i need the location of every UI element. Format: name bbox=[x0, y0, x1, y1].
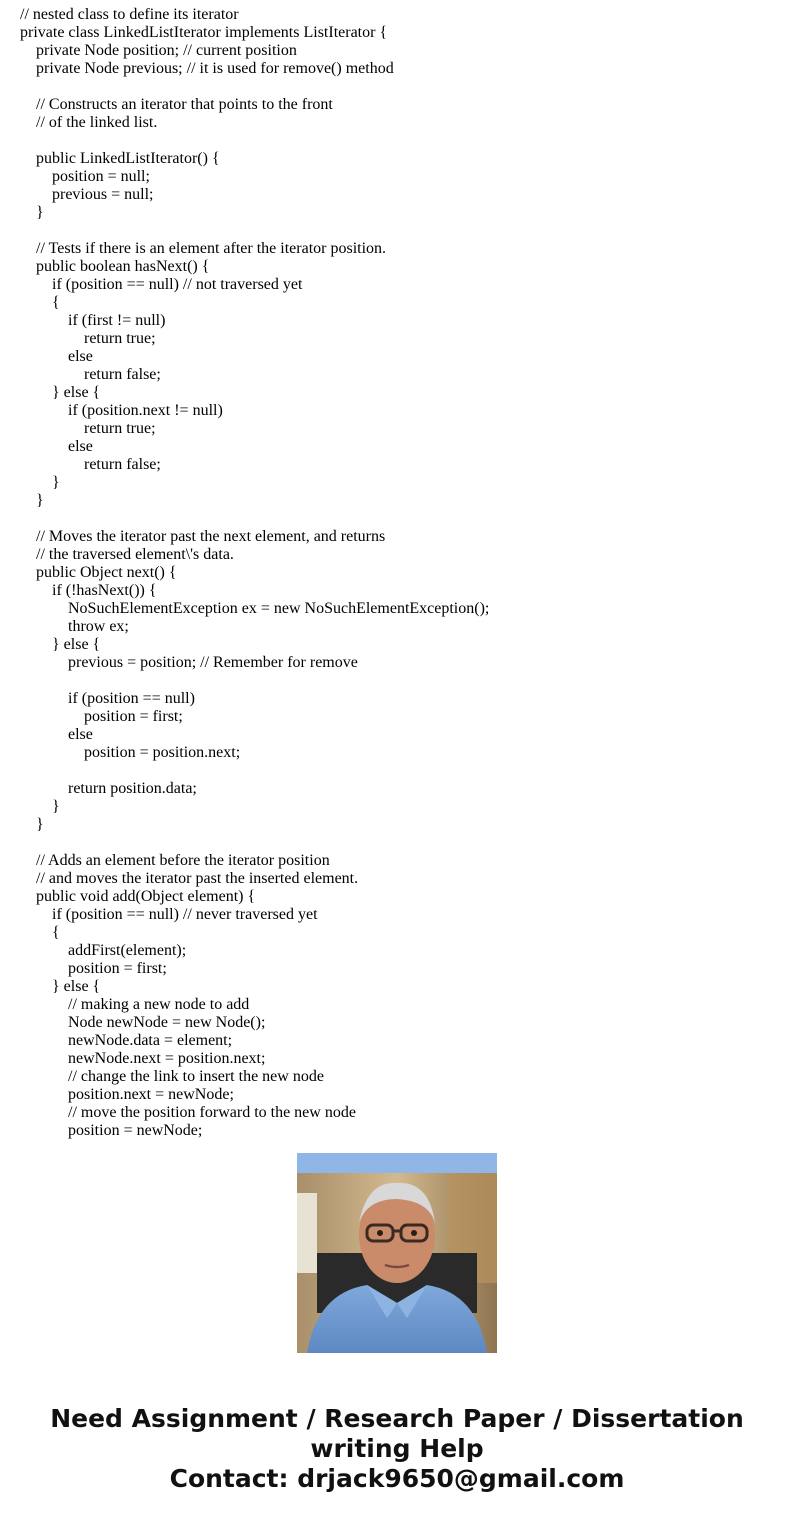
code-line: // nested class to define its iterator bbox=[20, 6, 239, 23]
code-line: else bbox=[20, 348, 93, 365]
code-line: if (!hasNext()) { bbox=[20, 582, 157, 599]
code-line: addFirst(element); bbox=[20, 942, 187, 959]
code-line: position = first; bbox=[20, 708, 183, 725]
code-line bbox=[20, 672, 780, 690]
code-line: position.next = newNode; bbox=[20, 1086, 234, 1103]
code-line: { bbox=[20, 294, 60, 311]
code-line: // the traversed element\'s data. bbox=[20, 546, 234, 563]
code-line: newNode.next = position.next; bbox=[20, 1050, 266, 1067]
code-line bbox=[20, 834, 780, 852]
portrait-image bbox=[297, 1153, 497, 1353]
code-line: previous = position; // Remember for remove bbox=[20, 654, 358, 671]
code-line: return true; bbox=[20, 330, 156, 347]
code-line: Node newNode = new Node(); bbox=[20, 1014, 266, 1031]
code-line: position = position.next; bbox=[20, 744, 241, 761]
footer-line-2: writing Help bbox=[310, 1434, 484, 1463]
code-line: else bbox=[20, 726, 93, 743]
code-line: } else { bbox=[20, 384, 101, 401]
code-line: else bbox=[20, 438, 93, 455]
code-line: return false; bbox=[20, 366, 161, 383]
code-line: return false; bbox=[20, 456, 161, 473]
code-line: if (position == null) // never traversed yet bbox=[20, 906, 318, 923]
code-line: private Node previous; // it is used for remove() method bbox=[20, 60, 394, 77]
code-line: // making a new node to add bbox=[20, 996, 250, 1013]
code-line: newNode.data = element; bbox=[20, 1032, 233, 1049]
code-line: private Node position; // current position bbox=[20, 42, 297, 59]
footer-line-1: Need Assignment / Research Paper / Dissertation bbox=[50, 1404, 744, 1433]
author-avatar bbox=[297, 1153, 497, 1353]
code-line: return position.data; bbox=[20, 780, 197, 797]
code-line: if (position.next != null) bbox=[20, 402, 223, 419]
code-line bbox=[20, 762, 780, 780]
code-line: if (position == null) // not traversed yet bbox=[20, 276, 303, 293]
code-line bbox=[20, 132, 780, 150]
code-line: { bbox=[20, 924, 60, 941]
code-line: position = first; bbox=[20, 960, 167, 977]
code-line: // and moves the iterator past the inserted element. bbox=[20, 870, 359, 887]
code-line: // move the position forward to the new node bbox=[20, 1104, 356, 1121]
code-line bbox=[20, 78, 780, 96]
code-line: if (first != null) bbox=[20, 312, 166, 329]
code-line: // Adds an element before the iterator position bbox=[20, 852, 330, 869]
code-line: public LinkedListIterator() { bbox=[20, 150, 220, 167]
code-line bbox=[20, 222, 780, 240]
code-line: position = null; bbox=[20, 168, 150, 185]
code-line: } bbox=[20, 204, 44, 221]
code-line: private class LinkedListIterator implements ListIterator { bbox=[20, 24, 388, 41]
code-line: public boolean hasNext() { bbox=[20, 258, 210, 275]
code-line: // Moves the iterator past the next element, and returns bbox=[20, 528, 386, 545]
code-line: // change the link to insert the new node bbox=[20, 1068, 324, 1085]
code-line: // Constructs an iterator that points to the front bbox=[20, 96, 333, 113]
code-line: throw ex; bbox=[20, 618, 129, 635]
code-line: public Object next() { bbox=[20, 564, 177, 581]
code-line: } bbox=[20, 798, 60, 815]
code-line: NoSuchElementException ex = new NoSuchElementException(); bbox=[20, 600, 490, 617]
help-footer bbox=[0, 1404, 794, 1494]
code-line: previous = null; bbox=[20, 186, 154, 203]
code-listing bbox=[20, 6, 780, 1139]
code-line: position = newNode; bbox=[20, 1122, 203, 1139]
code-line: } bbox=[20, 492, 44, 509]
code-line: // Tests if there is an element after the iterator position. bbox=[20, 240, 387, 257]
footer-contact-line[interactable]: Contact: drjack9650@gmail.com bbox=[169, 1464, 625, 1493]
code-line: public void add(Object element) { bbox=[20, 888, 256, 905]
code-line: } bbox=[20, 816, 44, 833]
code-line: if (position == null) bbox=[20, 690, 195, 707]
code-line: return true; bbox=[20, 420, 156, 437]
code-line: } else { bbox=[20, 978, 101, 995]
code-line bbox=[20, 510, 780, 528]
code-line: // of the linked list. bbox=[20, 114, 158, 131]
code-line: } else { bbox=[20, 636, 101, 653]
code-line: } bbox=[20, 474, 60, 491]
